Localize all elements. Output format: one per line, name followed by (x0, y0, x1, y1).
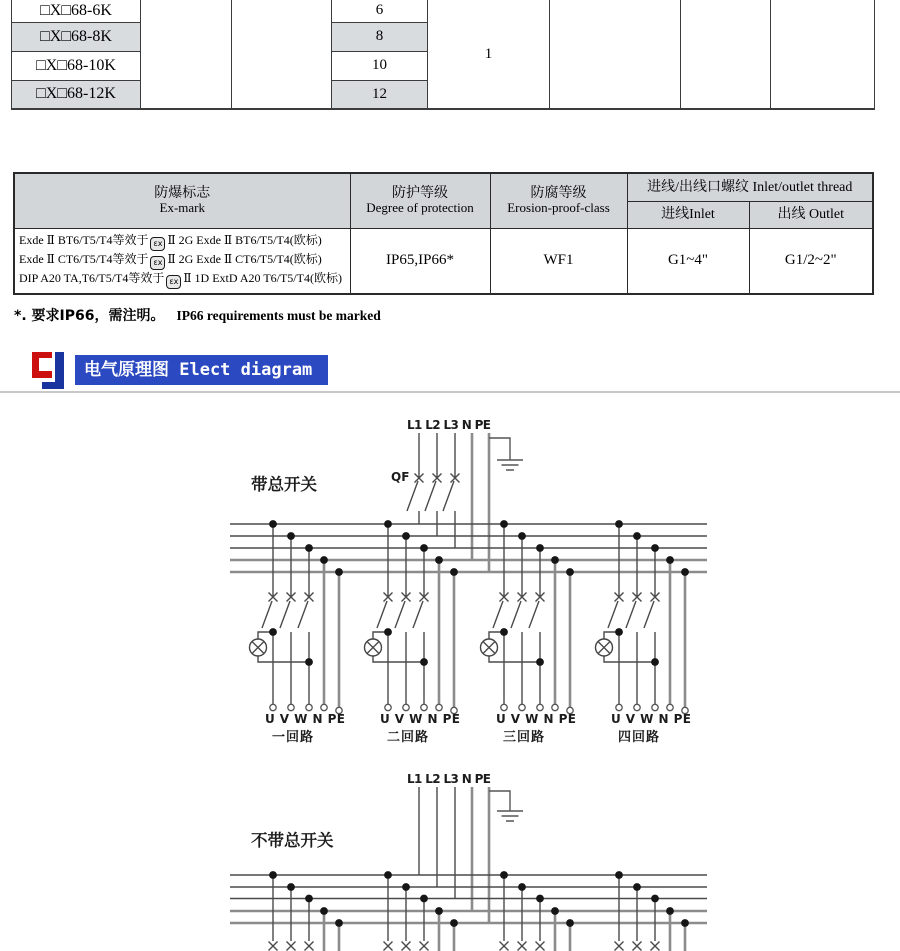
empty-cell (232, 0, 332, 109)
atex-hexagon-icon: εx (166, 275, 181, 289)
empty-cell (550, 0, 681, 109)
header-thread: 进线/出线口螺纹 Inlet/outlet thread (627, 173, 873, 201)
input-lines-npe (472, 787, 489, 923)
atex-hexagon-icon: εx (150, 256, 165, 270)
data-row (14, 228, 873, 294)
diagram-with-main-switch (230, 418, 707, 745)
circuit-name: 三回路 (503, 730, 546, 745)
output-labels: U V W N PE (611, 712, 691, 726)
header-row (14, 173, 873, 201)
empty-cell (771, 0, 875, 109)
spec-table (13, 172, 874, 295)
output-labels: U V W N PE (380, 712, 460, 726)
header-protection (350, 173, 490, 228)
ex-mark-line (19, 251, 348, 270)
output-labels: U V W N PE (496, 712, 576, 726)
inlet-cell: G1~4" (627, 228, 749, 294)
value-cell: 8 (332, 22, 428, 51)
header-erosion-cn: 防腐等级 (530, 186, 587, 202)
empty-cell (141, 0, 232, 109)
model-cell: □X□68-6K (12, 0, 141, 22)
outlet-cell: G1/2~2" (749, 228, 873, 294)
logo-red-bar (32, 371, 52, 378)
value-cell: 10 (332, 51, 428, 80)
header-inlet: 进线Inlet (627, 201, 749, 228)
ex-mark-line (19, 232, 348, 251)
ex-text: Ⅱ 2G Exde Ⅱ BT6/T5/T4(欧标) (167, 233, 322, 248)
circuit-name: 二回路 (387, 730, 430, 745)
main-breaker-switch (407, 433, 489, 573)
ex-mark-line (19, 270, 348, 289)
ground-icon (489, 438, 523, 470)
bus-lines-npe (230, 560, 707, 572)
brand-logo-icon (30, 349, 70, 391)
merged-value-cell: 1 (428, 0, 550, 109)
header-protection-cn: 防护等级 (392, 186, 448, 202)
input-phase-labels: L1 L2 L3 N PE (407, 418, 491, 432)
branch-circuit (250, 520, 343, 714)
logo-blue-bar (42, 382, 55, 389)
header-ex-mark (14, 173, 350, 228)
value-cell: 6 (332, 0, 428, 22)
header-protection-en: Degree of protection (366, 200, 474, 216)
ex-text: DIP A20 TA,T6/T5/T4等效于 (19, 271, 165, 286)
empty-cell (681, 0, 771, 109)
branch-circuit (596, 520, 689, 714)
diagram-without-main-switch (230, 772, 707, 951)
breaker-label: QF (391, 470, 410, 484)
circuit-diagram (0, 405, 900, 951)
output-labels: U V W N PE (265, 712, 345, 726)
header-outlet: 出线 Outlet (749, 201, 873, 228)
section-title-banner: 电气原理图 Elect diagram (75, 355, 328, 385)
ex-text: Ⅱ 2G Exde Ⅱ CT6/T5/T4(欧标) (167, 252, 322, 267)
model-cell: □X□68-8K (12, 22, 141, 51)
header-ex-mark-cn: 防爆标志 (154, 186, 211, 202)
branch-circuit (481, 520, 574, 714)
ex-text: Exde Ⅱ BT6/T5/T4等效于 (19, 233, 149, 248)
bus-lines-npe (230, 911, 707, 923)
ex-text: Exde Ⅱ CT6/T5/T4等效于 (19, 252, 149, 267)
ground-icon (489, 791, 523, 821)
table-row (12, 0, 875, 22)
footnote-en: IP66 requirements must be marked (176, 308, 381, 323)
footnote (14, 305, 381, 325)
branch-circuit (365, 520, 458, 714)
input-phase-labels: L1 L2 L3 N PE (407, 772, 491, 786)
divider (0, 391, 900, 393)
circuit-name: 一回路 (272, 730, 315, 745)
header-ex-mark-en: Ex-mark (159, 200, 205, 216)
value-cell: 12 (332, 80, 428, 109)
ex-text: Ⅱ 1D ExtD A20 T6/T5/T4(欧标) (183, 271, 342, 286)
diagram1-title: 带总开关 (251, 475, 317, 494)
protection-cell: IP65,IP66* (350, 228, 490, 294)
logo-blue-bar (55, 352, 64, 389)
model-cell: □X□68-10K (12, 51, 141, 80)
model-table (11, 0, 875, 110)
input-lines (419, 787, 455, 899)
diagram2-title: 不带总开关 (251, 831, 334, 850)
atex-hexagon-icon: εx (150, 237, 165, 251)
ex-mark-cell (14, 228, 350, 294)
header-erosion (490, 173, 627, 228)
header-erosion-en: Erosion-proof-class (507, 200, 610, 216)
model-cell: □X□68-12K (12, 80, 141, 109)
footnote-cn: *. 要求IP66，需注明。 (14, 308, 165, 324)
erosion-cell: WF1 (490, 228, 627, 294)
circuit-name: 四回路 (618, 730, 661, 745)
